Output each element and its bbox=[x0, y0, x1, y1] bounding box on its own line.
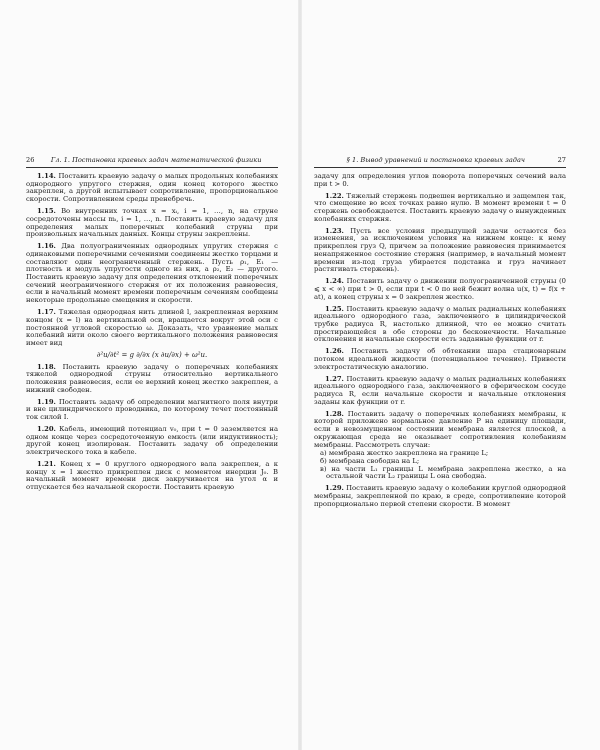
right-page-header bbox=[314, 156, 566, 168]
problem: 1.27. Поставить краевую задачу о малых радиальных колебаниях идеального однородного газа, заключенного в сферическом сосуде радиуса R, если начальные скорости и начальные отклонения заданы как функции от r. bbox=[314, 374, 566, 406]
book-gutter bbox=[298, 0, 302, 750]
problem: 1.20. Кабель, имеющий потенциал v₀, при t = 0 заземляется на одном конце через сосредоточенную емкость (или индуктивность); другой конец изолирован. Поставить задачу об определении электрического тока в кабеле. bbox=[26, 424, 278, 457]
page-number: 26 bbox=[26, 156, 35, 164]
list-item: в) на части L₁ границы L мембрана закреплена жестко, а на остальной части L₂ границы L она свободна. bbox=[320, 464, 566, 481]
continuation-text: задачу для определения углов поворота поперечных сечений вала при t > 0. bbox=[314, 172, 566, 188]
problem: 1.14. Поставить краевую задачу о малых продольных колебаниях однородного упругого стержня, один конец которого жестко закреплен, а другой испытывает сопротивление, пропорциональное скорости. Сопротивлением среды пренебречь. bbox=[26, 172, 278, 204]
problem: 1.28. Поставить задачу о поперечных колебаниях мембраны, к которой приложено нормальное давление P на единицу площади, если в невозмущенном состоянии мембрана является плоской, а окружающая среда не оказывает сопротивления колебаниям мембраны. Рассмотреть случаи: bbox=[314, 409, 566, 449]
list-item: а) мембрана жестко закреплена на границе L; bbox=[320, 449, 489, 458]
problem: 1.19. Поставить задачу об определении магнитного поля внутри и вне цилиндрического проводника, по которому течет постоянный ток силой I. bbox=[26, 397, 278, 422]
problem: 1.21. Конец x = 0 круглого однородного вала закреплен, а к концу x = l жестко прикреплен диск с моментом инерции J₀. В начальный момент времени диск закручивается на угол α и отпускается без начальной скорости. Поставить краевую bbox=[26, 460, 278, 492]
problem: 1.24. Поставить задачу о движении полуограниченной струны (0 ⩽ x < ∞) при t > 0, если при t < 0 по ней бежит волна u(x, t) = f(x + at), а конец струны x = 0 закреплен жестко. bbox=[314, 277, 566, 301]
problem: 1.16. Два полуограниченных однородных упругих стержня с одинаковыми поперечными сечениями соединены жестко торцами и составляют один неограниченный стержень. Пусть ρ₁, E₁ — плотность и модуль упругости одного из них, а ρ₂, E₂ — другого. Поставить краевую задачу для определения отклонений поперечных сечений неограниченного стержня от их положения равновесия, если в начальный момент времени поперечным сечениям сообщены некоторые продольные смещения и скорости. bbox=[26, 242, 278, 305]
page-number: 27 bbox=[557, 156, 566, 164]
problem: 1.18. Поставить краевую задачу о поперечных колебаниях тяжелой однородной струны относительно вертикального положения равновесия, если ее верхний конец жестко закреплен, а нижний свободен. bbox=[26, 362, 278, 394]
equation: ∂²u/∂t² = g ∂/∂x (x ∂u/∂x) + ω²u. bbox=[96, 350, 208, 359]
problem: 1.17. Тяжелая однородная нить длиной l, закрепленная верхним концом (x = l) на вертикальной оси, вращается вокруг этой оси с постоянной угловой скоростью ω. Доказать, что уравнение малых колебаний нити около своего вертикального положения равновесия имеет вид bbox=[26, 308, 278, 347]
case-list bbox=[314, 450, 566, 481]
left-page-text bbox=[26, 173, 278, 492]
running-head: Гл. 1. Постановка краевых задач математической физики bbox=[50, 156, 262, 164]
left-page-header bbox=[26, 156, 278, 168]
running-head: § 1. Вывод уравнений и постановка краевых задач bbox=[346, 156, 525, 164]
list-item: б) мембрана свободна на L; bbox=[320, 457, 420, 466]
problem: 1.22. Тяжелый стержень подвешен вертикально и защемлен так, что смещение во всех точках равно нулю. В момент времени t = 0 стержень освобождается. Поставить краевую задачу о вынужденных колебаниях стержня. bbox=[314, 191, 566, 223]
left-page bbox=[26, 156, 278, 596]
problem: 1.23. Пусть все условия предыдущей задачи остаются без изменения, за исключением условия на нижнем конце: к нему прикреплен груз Q, причем за положение равновесия принимается ненапряженное состояние стержня (например, в начальный момент времени из-под груза убирается подставка и груз начинает растягивать стержень). bbox=[314, 226, 566, 274]
right-page bbox=[314, 156, 566, 596]
problem: 1.29. Поставить краевую задачу о колебании круглой однородной мембраны, закрепленной по краю, в среде, сопротивление которой пропорционально первой степени скорости. В момент bbox=[314, 484, 566, 508]
problem: 1.15. Во внутренних точках x = xᵢ, i = 1, …, n, на струне сосредоточены массы mᵢ, i = 1, …, n. Поставить краевую задачу для определения малых поперечных колебаний струны при произвольных начальных данных. Концы струны закреплены. bbox=[26, 207, 278, 239]
problem: 1.25. Поставить краевую задачу о малых радиальных колебаниях идеального однородного газа, заключенного в цилиндрической трубке радиуса R, настолько длинной, что ее можно считать простирающейся в обе стороны до бесконечности. Начальные отклонения и начальные скорости есть заданные функции от r. bbox=[314, 304, 566, 344]
right-page-text bbox=[314, 173, 566, 509]
problem: 1.26. Поставить задачу об обтекании шара стационарным потоком идеальной жидкости (потенциальное течение). Привести электростатическую аналогию. bbox=[314, 347, 566, 371]
